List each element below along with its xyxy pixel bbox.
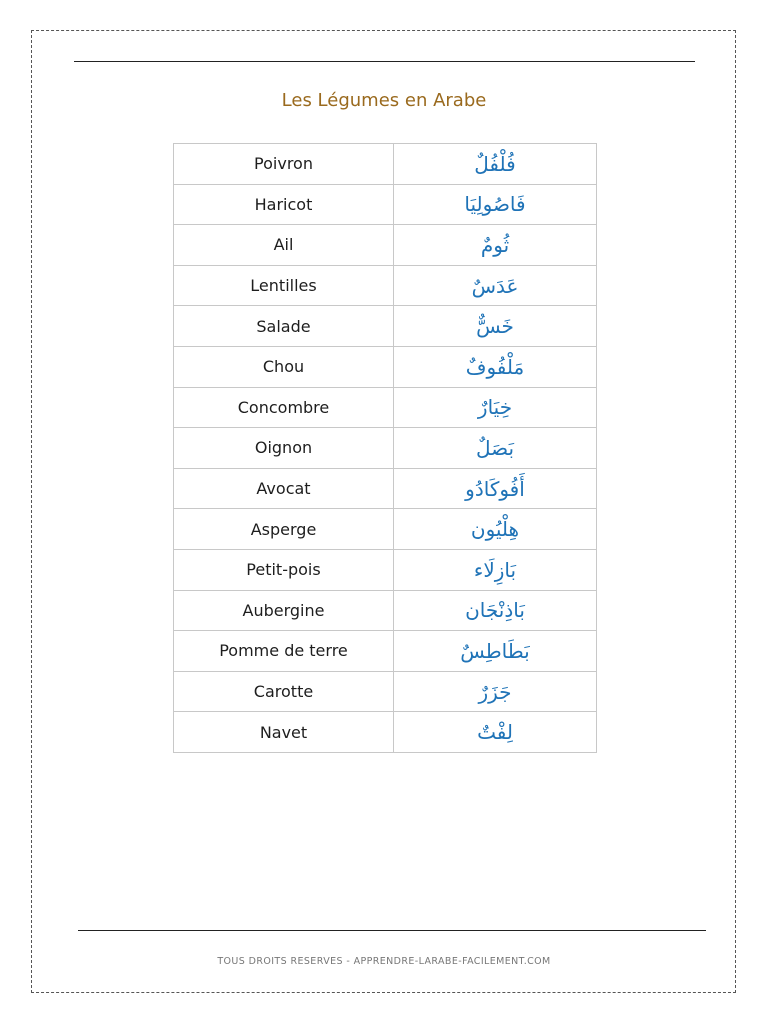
table-row [174,144,597,185]
footer-copyright: TOUS DROITS RESERVES - APPRENDRE-LARABE-FACILEMENT.COM [217,956,551,967]
arabic-word-cell: خَسٌّ [394,306,597,347]
french-word-cell: Chou [174,346,394,387]
table-row [174,428,597,469]
french-word-cell: Lentilles [174,265,394,306]
arabic-word-cell: جَزَرٌ [394,671,597,712]
french-word-cell: Oignon [174,428,394,469]
arabic-word-cell: بَطَاطِسٌ [394,631,597,672]
table-row [174,712,597,753]
arabic-word-cell: ثُومٌ [394,225,597,266]
french-word-cell: Concombre [174,387,394,428]
french-word-cell: Avocat [174,468,394,509]
table-row [174,509,597,550]
arabic-word-cell: أَفُوكَادُو [394,468,597,509]
french-word-cell: Ail [174,225,394,266]
french-word-cell: Asperge [174,509,394,550]
vocabulary-table-body [174,144,597,753]
table-row [174,549,597,590]
table-row [174,225,597,266]
table-row [174,671,597,712]
french-word-cell: Salade [174,306,394,347]
arabic-word-cell: فَاصُولِيَا [394,184,597,225]
arabic-word-cell: هِلْيُون [394,509,597,550]
vocabulary-table [173,143,597,753]
table-row [174,184,597,225]
french-word-cell: Poivron [174,144,394,185]
arabic-word-cell: بَازِلَاء [394,549,597,590]
top-divider [74,61,695,62]
table-row [174,265,597,306]
bottom-divider [78,930,706,931]
french-word-cell: Pomme de terre [174,631,394,672]
table-row [174,387,597,428]
arabic-word-cell: عَدَسٌ [394,265,597,306]
french-word-cell: Carotte [174,671,394,712]
table-row [174,346,597,387]
french-word-cell: Haricot [174,184,394,225]
page-title: Les Légumes en Arabe [281,90,487,111]
table-row [174,306,597,347]
arabic-word-cell: خِيَارٌ [394,387,597,428]
arabic-word-cell: بَصَلٌ [394,428,597,469]
arabic-word-cell: لِفْتٌ [394,712,597,753]
arabic-word-cell: مَلْفُوفٌ [394,346,597,387]
table-row [174,590,597,631]
table-row [174,631,597,672]
french-word-cell: Petit-pois [174,549,394,590]
arabic-word-cell: فُلْفُلٌ [394,144,597,185]
french-word-cell: Aubergine [174,590,394,631]
table-row [174,468,597,509]
arabic-word-cell: بَاذِنْجَان [394,590,597,631]
french-word-cell: Navet [174,712,394,753]
